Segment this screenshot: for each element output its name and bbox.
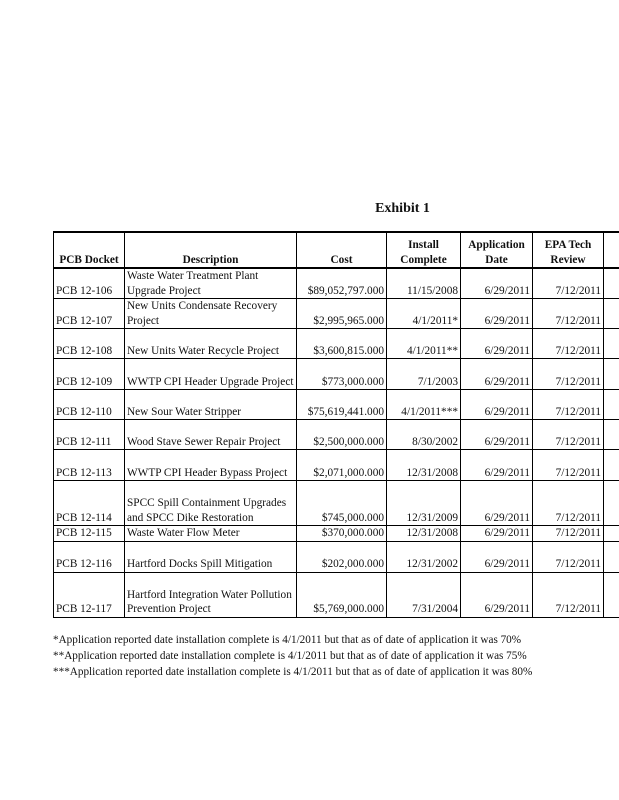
description-cell: New Sour Water Stripper [125,390,297,420]
col-header-application-line2: Date [485,253,508,266]
col-header-install-line2: Complete [400,253,447,266]
exhibit-table [53,231,619,618]
truncated-cell [604,450,619,481]
footnote: ***Application reported date installation complete is 4/1/2011 but that as of date of application it was 80% [53,666,533,678]
application-date-cell: 6/29/2011 [461,541,533,572]
application-date-cell: 6/29/2011 [461,450,533,481]
table-row [54,481,619,526]
description-cell: Waste Water Flow Meter [125,526,297,542]
footnote: *Application reported date installation complete is 4/1/2011 but that as of date of application it was 70% [53,634,522,646]
table-row [54,450,619,481]
truncated-cell [604,420,619,450]
application-date-cell: 6/29/2011 [461,359,533,390]
application-date-cell: 6/29/2011 [461,268,533,299]
cost-cell: $2,071,000.000 [297,450,387,481]
application-date-cell: 6/29/2011 [461,526,533,542]
epa-review-cell: 7/12/2011 [533,420,604,450]
install-complete-cell: 12/31/2008 [387,450,461,481]
exhibit-title-text: Exhibit 1 [375,201,430,216]
cost-cell: $89,052,797.000 [297,268,387,299]
epa-review-cell: 7/12/2011 [533,481,604,526]
docket-cell: PCB 12-107 [54,299,125,329]
docket-cell: PCB 12-108 [54,329,125,359]
table-row [54,572,619,617]
cost-cell: $202,000.000 [297,541,387,572]
truncated-cell [604,541,619,572]
application-date-cell: 6/29/2011 [461,390,533,420]
col-header-epa-line2: Review [550,253,586,266]
install-complete-cell: 4/1/2011*** [387,390,461,420]
docket-cell: PCB 12-106 [54,268,125,299]
cost-cell: $2,995,965.000 [297,299,387,329]
install-complete-cell: 12/31/2009 [387,481,461,526]
application-date-cell: 6/29/2011 [461,420,533,450]
footnotes [53,632,532,680]
description-cell: SPCC Spill Containment Upgrades and SPCC Dike Restoration [125,481,297,526]
install-complete-cell: 12/31/2008 [387,526,461,542]
description-cell: New Units Water Recycle Project [125,329,297,359]
epa-review-cell: 7/12/2011 [533,390,604,420]
col-header-epa [533,232,604,268]
table-row [54,541,619,572]
description-cell: Hartford Docks Spill Mitigation [125,541,297,572]
epa-review-cell: 7/12/2011 [533,572,604,617]
table-row [54,359,619,390]
truncated-cell [604,572,619,617]
application-date-cell: 6/29/2011 [461,481,533,526]
col-header-docket: PCB Docket [54,232,125,268]
col-header-install [387,232,461,268]
epa-review-cell: 7/12/2011 [533,541,604,572]
table-row [54,329,619,359]
col-header-cost: Cost [297,232,387,268]
docket-cell: PCB 12-114 [54,481,125,526]
install-complete-cell: 4/1/2011* [387,299,461,329]
cost-cell: $2,500,000.000 [297,420,387,450]
epa-review-cell: 7/12/2011 [533,299,604,329]
cost-cell: $5,769,000.000 [297,572,387,617]
col-header-application-line1: Application [468,239,525,251]
truncated-cell [604,268,619,299]
table-header-row [54,232,619,268]
epa-review-cell: 7/12/2011 [533,526,604,542]
footnote: **Application reported date installation complete is 4/1/2011 but that as of date of application it was 75% [53,650,527,662]
cost-cell: $370,000.000 [297,526,387,542]
description-cell: WWTP CPI Header Upgrade Project [125,359,297,390]
install-complete-cell: 11/15/2008 [387,268,461,299]
table-row [54,390,619,420]
epa-review-cell: 7/12/2011 [533,359,604,390]
install-complete-cell: 12/31/2002 [387,541,461,572]
cost-cell: $3,600,815.000 [297,329,387,359]
col-header-application [461,232,533,268]
col-header-epa-line1: EPA Tech [544,239,592,251]
cost-cell: $75,619,441.000 [297,390,387,420]
truncated-cell [604,299,619,329]
exhibit-title [0,201,619,217]
docket-cell: PCB 12-115 [54,526,125,542]
epa-review-cell: 7/12/2011 [533,329,604,359]
install-complete-cell: 4/1/2011** [387,329,461,359]
description-cell: Waste Water Treatment Plant Upgrade Project [125,268,297,299]
epa-review-cell: 7/12/2011 [533,268,604,299]
install-complete-cell: 7/31/2004 [387,572,461,617]
application-date-cell: 6/29/2011 [461,299,533,329]
install-complete-cell: 8/30/2002 [387,420,461,450]
truncated-cell [604,359,619,390]
epa-review-cell: 7/12/2011 [533,450,604,481]
col-header-description: Description [125,232,297,268]
col-header-truncated [604,232,619,268]
truncated-cell [604,526,619,542]
docket-cell: PCB 12-117 [54,572,125,617]
table-row [54,420,619,450]
install-complete-cell: 7/1/2003 [387,359,461,390]
truncated-cell [604,390,619,420]
description-cell: WWTP CPI Header Bypass Project [125,450,297,481]
table-row [54,526,619,542]
table-row [54,299,619,329]
description-cell: Hartford Integration Water Pollution Prevention Project [125,572,297,617]
application-date-cell: 6/29/2011 [461,572,533,617]
truncated-cell [604,329,619,359]
docket-cell: PCB 12-110 [54,390,125,420]
docket-cell: PCB 12-109 [54,359,125,390]
docket-cell: PCB 12-111 [54,420,125,450]
docket-cell: PCB 12-113 [54,450,125,481]
cost-cell: $745,000.000 [297,481,387,526]
application-date-cell: 6/29/2011 [461,329,533,359]
cost-cell: $773,000.000 [297,359,387,390]
col-header-install-line1: Install [408,239,439,251]
docket-cell: PCB 12-116 [54,541,125,572]
description-cell: Wood Stave Sewer Repair Project [125,420,297,450]
truncated-cell [604,481,619,526]
description-cell: New Units Condensate Recovery Project [125,299,297,329]
table-row [54,268,619,299]
